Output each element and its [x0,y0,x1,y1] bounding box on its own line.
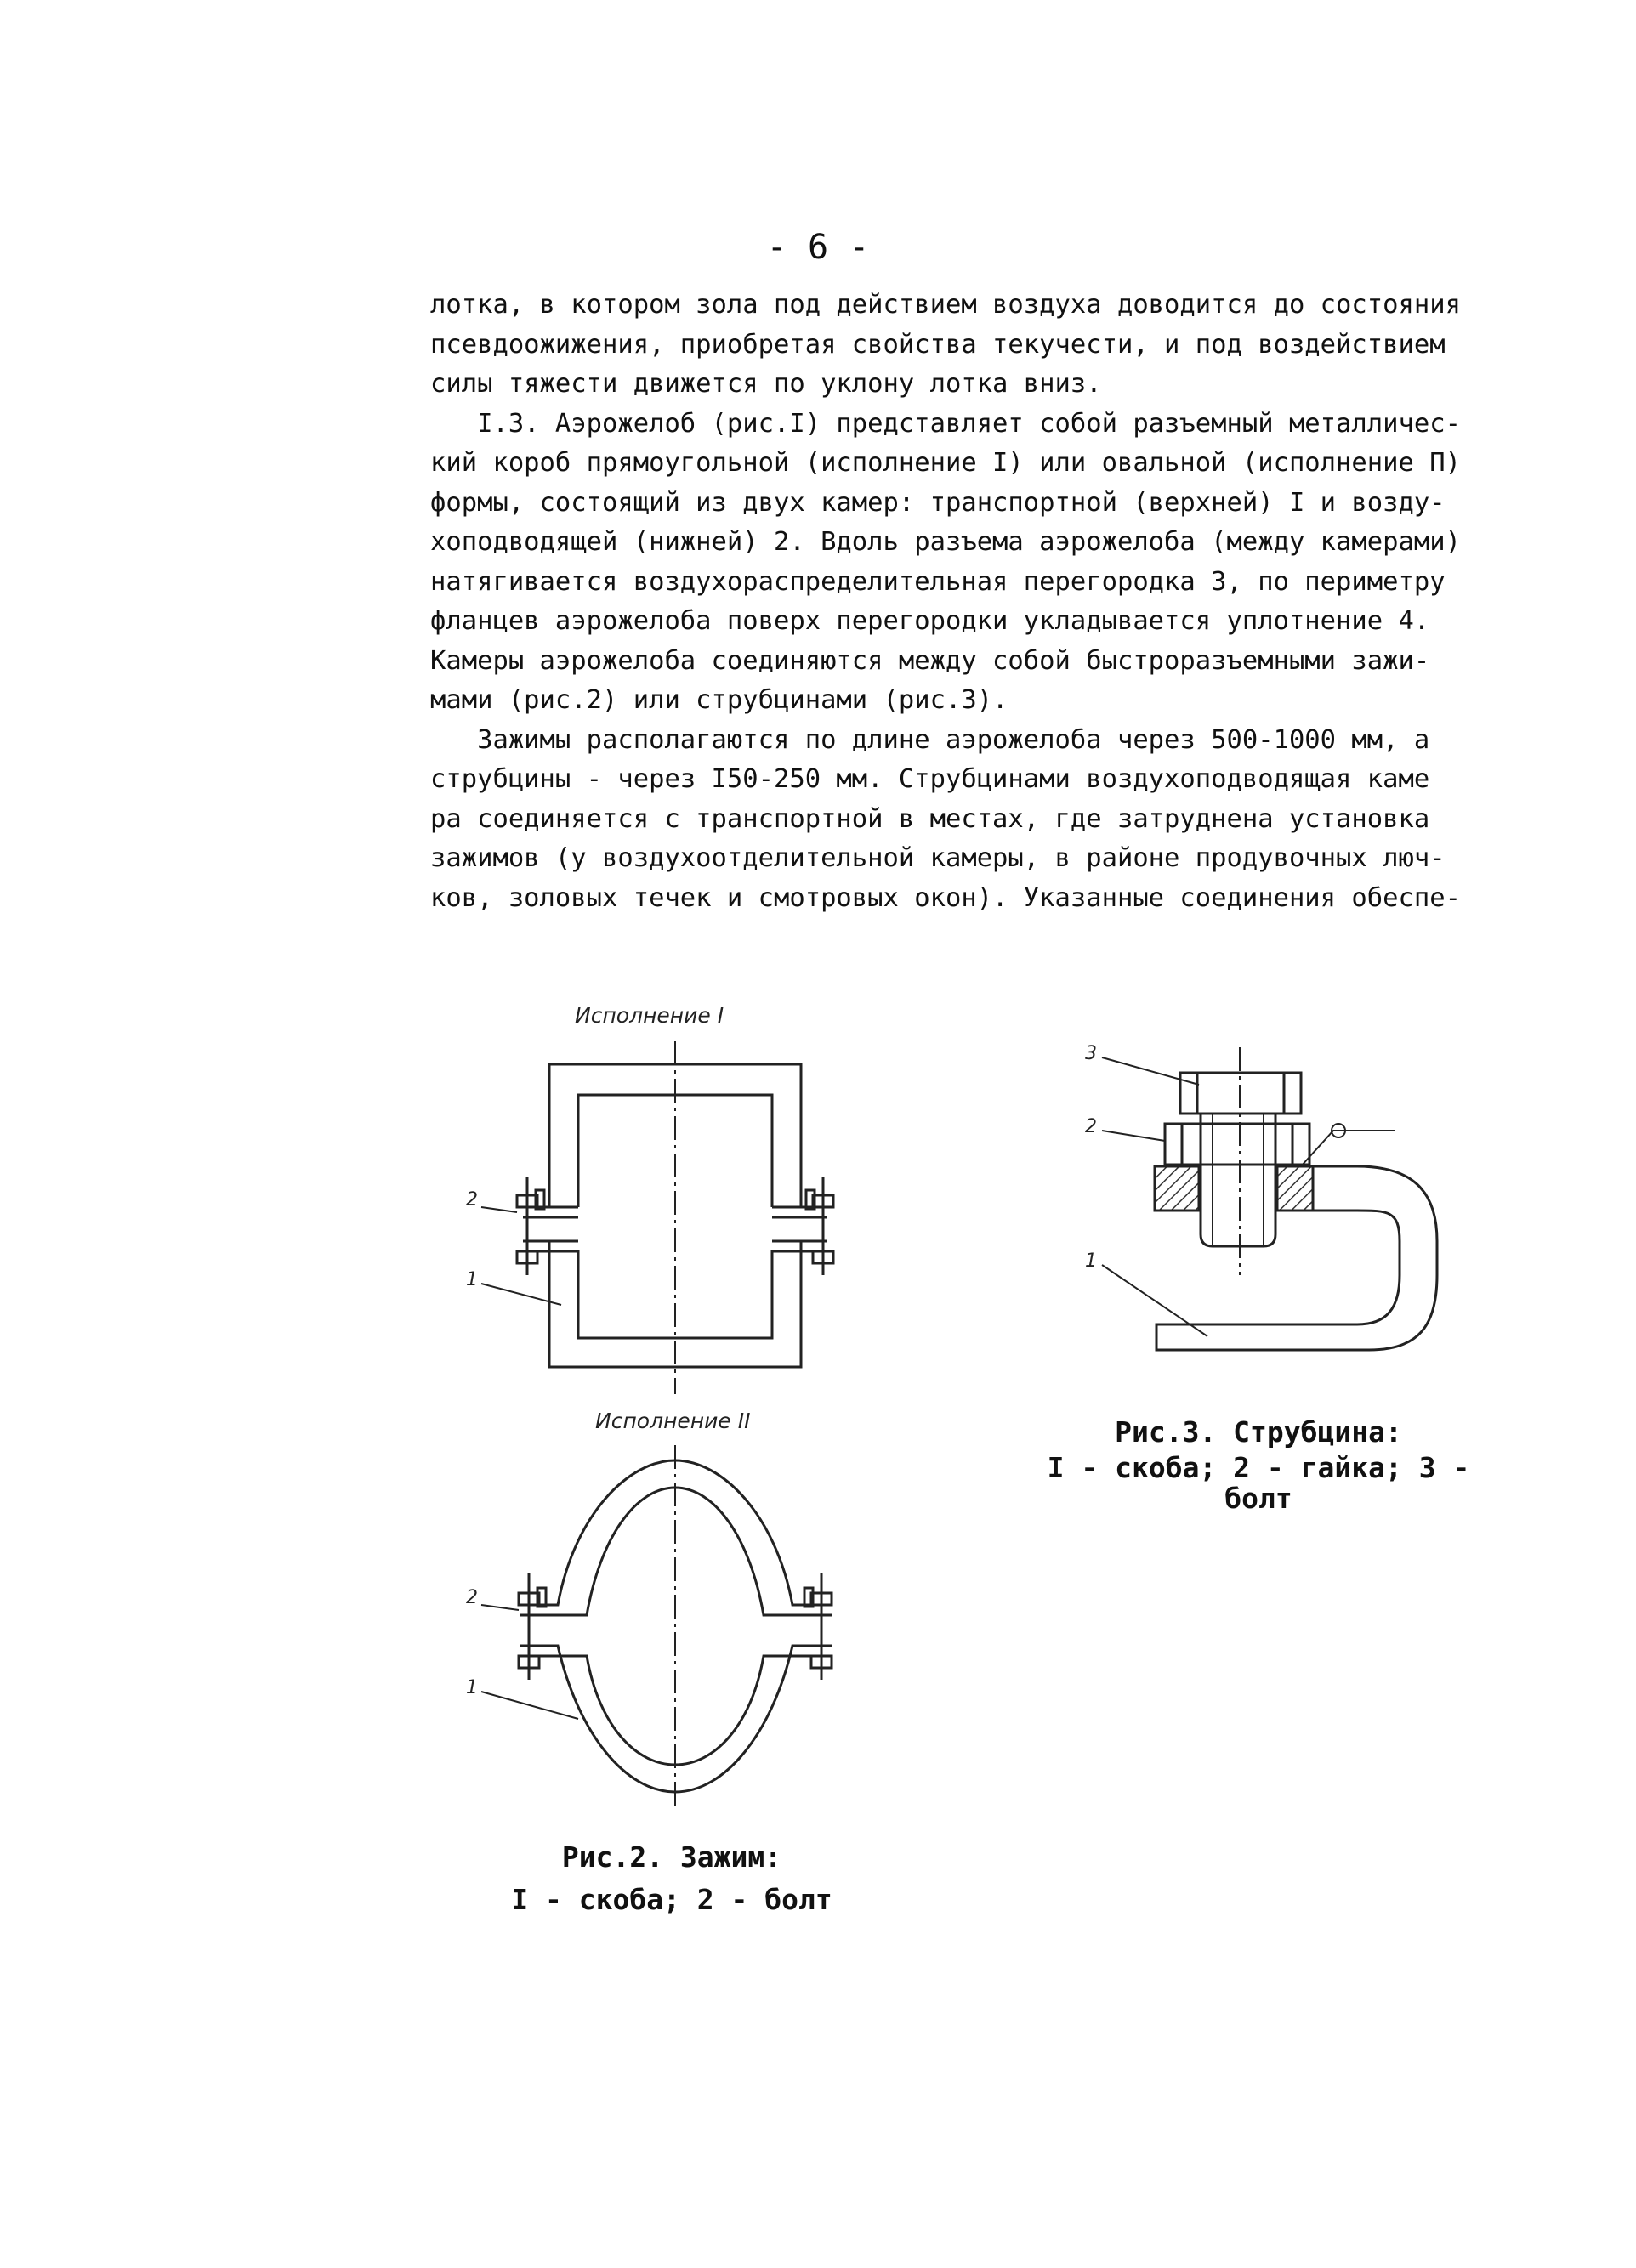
text-line: Камеры аэрожелоба соединяются между собой быстроразъемными зажи- [430,645,1430,676]
text-line: фланцев аэрожелоба поверх перегородки укладывается уплотнение 4. [430,606,1430,636]
figure3-caption [1029,1415,1488,1515]
text-line: псевдоожижения, приобретая свойства текучести, и под воздействием [430,329,1446,360]
text-line: ков, золовых течек и смотровых окон). Указанные соединения обеспе- [430,882,1461,913]
text-line: хоподводящей (нижней) 2. Вдоль разъема аэрожелоба (между камерами) [430,527,1461,557]
caption-legend-cont: болт [1224,1482,1292,1515]
text-line: силы тяжести движется по уклону лотка вниз. [430,369,1102,399]
page-number: - 6 - [766,228,870,267]
text-line: лотка, в котором зола под действием воздуха доводится до состояния [430,290,1461,320]
callout-2: 2 [1085,1116,1097,1137]
figure2-variant1-drawing [466,1003,833,1394]
callout-3: 3 [1085,1043,1097,1064]
text-line: кий короб прямоугольной (исполнение I) или овальной (исполнение П) [430,448,1461,478]
variant1-label: Исполнение I [575,1003,724,1028]
callout-1: 1 [1085,1250,1097,1272]
callout-1: 1 [466,1269,478,1290]
variant2-label: Исполнение II [595,1409,751,1433]
callout-1: 1 [466,1677,478,1698]
caption-title: Рис.2. Зажим: [561,1840,782,1874]
text-line: мами (рис.2) или струбцинами (рис.3). [430,685,1008,715]
text-line: Зажимы располагаются по длине аэрожелоба через 500-1000 мм, а [430,724,1430,755]
text-line: натягивается воздухораспределительная перегородка 3, по периметру [430,566,1446,597]
caption-legend: I - скоба; 2 - болт [511,1883,832,1916]
callout-2: 2 [466,1189,478,1211]
text-line: зажимов (у воздухоотделительной камеры, в районе продувочных люч- [430,843,1446,873]
figure2-caption [476,1836,867,1921]
figure2-variant2-drawing [466,1409,832,1811]
text-line: ра соединяется с транспортной в местах, где затруднена установка [430,803,1430,834]
callout-2: 2 [466,1587,478,1608]
caption-title: Рис.3. Струбцина: [1115,1415,1402,1449]
figure3-drawing [1085,1043,1437,1350]
text-line: формы, состоящий из двух камер: транспортной (верхней) I и возду- [430,487,1446,518]
text-line: струбцины - через I50-250 мм. Струбцинами воздухоподводящая каме [430,764,1430,794]
caption-legend: I - скоба; 2 - гайка; 3 - [1047,1451,1470,1484]
text-line: I.3. Аэрожелоб (рис.I) представляет собой разъемный металличес- [430,408,1461,439]
